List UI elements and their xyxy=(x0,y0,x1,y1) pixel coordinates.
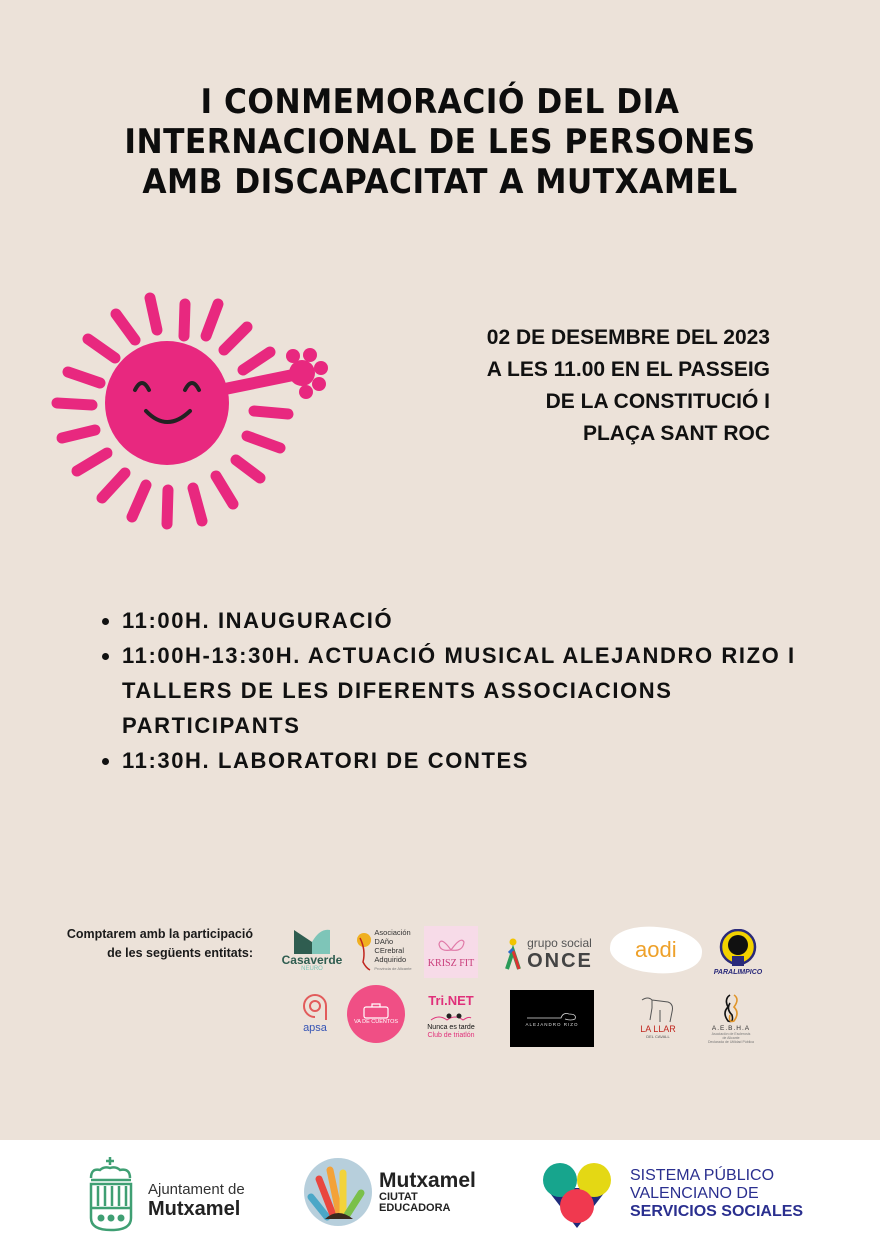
footer xyxy=(0,1140,880,1245)
logo-casaverde: Casaverde NEURO xyxy=(281,924,343,974)
title-line: AMB DISCAPACITAT A MUTXAMEL xyxy=(142,162,738,202)
logo-adace: Asociación DAño CErebral Adquirido Provincia de Alicante xyxy=(347,926,419,974)
suitcase-icon xyxy=(362,1003,390,1019)
page-title xyxy=(35,82,845,202)
event-time-place: A LES 11.00 EN EL PASSEIG xyxy=(486,358,770,381)
bullet-icon xyxy=(102,653,109,660)
bullet-icon xyxy=(102,758,109,765)
paralimpico-crest-icon xyxy=(718,929,758,969)
logo-aodi: aodi xyxy=(608,922,704,977)
butterfly-icon xyxy=(436,936,466,958)
mutxamel-shield-icon xyxy=(88,1154,136,1232)
schedule-list xyxy=(100,603,820,778)
event-place: DE LA CONSTITUCIÓ I xyxy=(545,390,770,413)
servicios-sociales-heart-icon xyxy=(540,1158,614,1230)
apsa-icon xyxy=(300,992,330,1022)
horse-icon xyxy=(638,994,678,1024)
hand-circle-icon xyxy=(303,1157,373,1227)
logo-kriszfit: KRISZ FIT xyxy=(424,926,478,978)
logo-sistema-servicios-sociales: SISTEMA PÚBLICO VALENCIANO DE SERVICIOS SOCIALES xyxy=(540,1158,803,1230)
smiling-sun-icon xyxy=(40,278,330,533)
triathlon-icon xyxy=(429,1008,473,1024)
logo-apsa: apsa xyxy=(295,988,335,1038)
casaverde-icon xyxy=(292,926,332,954)
event-date: 02 DE DESEMBRE DEL 2023 xyxy=(486,326,770,349)
bullet-icon xyxy=(102,618,109,625)
logo-va-de-cuentos: VA DE CUENTOS xyxy=(347,985,405,1043)
title-line: I CONMEMORACIÓ DEL DIA xyxy=(200,82,680,122)
logo-ajuntament-mutxamel: Ajuntament de Mutxamel xyxy=(88,1154,245,1232)
aebha-icon xyxy=(720,993,742,1025)
logo-aebha: A.E.B.H.A Asociación de Esclerosis de Alicante Declarada de Utilidad Pública xyxy=(700,988,762,1048)
adace-head-icon xyxy=(354,928,374,972)
logo-la-llar: LA LLAR DEL CAVALL xyxy=(632,988,684,1044)
schedule-item: 11:30H. LABORATORI DE CONTES xyxy=(100,743,820,778)
logo-trinet: Tri.NET Nunca es tarde Club de triatlón xyxy=(427,993,475,1039)
event-place: PLAÇA SANT ROC xyxy=(582,422,770,445)
logo-paralimpico: PARALIMPICO xyxy=(708,927,768,977)
logo-alejandro-rizo: ALEJANDRO RIZO xyxy=(510,990,594,1047)
schedule-item: 11:00H. INAUGURACIÓ xyxy=(100,603,820,638)
once-figure-icon xyxy=(503,937,523,971)
entities-label: Comptarem amb la participació de les següents entitats: xyxy=(66,927,253,960)
event-date-location xyxy=(487,322,770,450)
schedule-item: 11:00H-13:30H. ACTUACIÓ MUSICAL ALEJANDRO RIZO I TALLERS DE LES DIFERENTS ASSOCIACIONS PARTICIPANTS xyxy=(100,638,820,743)
guitar-icon xyxy=(525,1010,579,1022)
title-line: INTERNACIONAL DE LES PERSONES xyxy=(124,122,756,162)
logo-mutxamel-ciutat-educadora: Mutxamel CIUTAT EDUCADORA xyxy=(303,1157,476,1227)
logo-once: grupo social ONCE xyxy=(496,934,600,974)
